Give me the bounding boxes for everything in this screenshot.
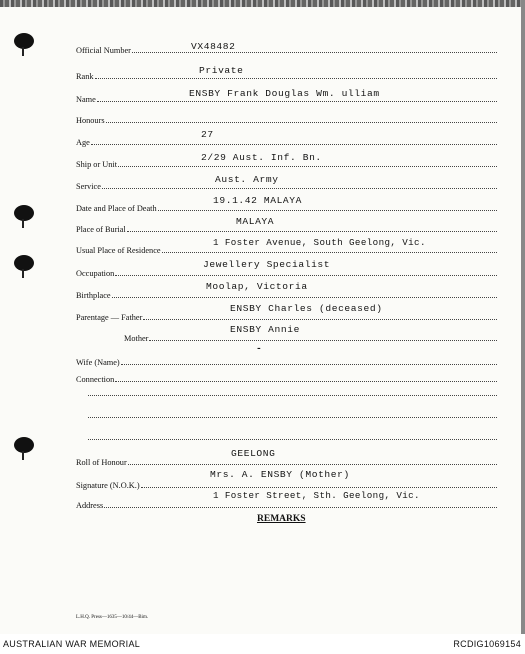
value-official-number: VX48482 — [191, 41, 236, 52]
label-signature: Signature (N.O.K.) — [76, 481, 140, 490]
label-mother: Mother — [124, 334, 149, 343]
label-name: Name — [76, 95, 96, 104]
label-occupation: Occupation — [76, 269, 115, 278]
footer-institution: AUSTRALIAN WAR MEMORIAL — [3, 639, 141, 649]
value-usual-residence: 1 Foster Avenue, South Geelong, Vic. — [213, 237, 426, 248]
scan-right-edge — [521, 0, 525, 634]
value-name: ENSBY Frank Douglas Wm. ulliam — [189, 88, 380, 99]
label-rank: Rank — [76, 72, 94, 81]
value-signature: Mrs. A. ENSBY (Mother) — [210, 469, 350, 480]
row-rank — [76, 67, 497, 81]
label-connection: Connection — [76, 375, 115, 384]
connection-line — [88, 439, 497, 440]
label-roll-of-honour: Roll of Honour — [76, 458, 127, 467]
form-reference: L.H.Q. Press—1635—10/44—Bim. — [76, 615, 149, 620]
value-ship-or-unit: 2/29 Aust. Inf. Bn. — [201, 152, 322, 163]
label-service: Service — [76, 182, 101, 191]
label-ship-or-unit: Ship or Unit — [76, 160, 118, 169]
label-honours: Honours — [76, 116, 105, 125]
label-usual-residence: Usual Place of Residence — [76, 246, 161, 255]
value-birthplace: Moolap, Victoria — [206, 281, 308, 292]
value-wife: - — [256, 343, 263, 354]
row-mother — [124, 329, 497, 343]
value-parentage-father: ENSBY Charles (deceased) — [230, 303, 383, 314]
row-official-number — [76, 41, 497, 55]
scan-top-edge — [0, 0, 525, 7]
row-place-burial — [76, 220, 497, 234]
label-birthplace: Birthplace — [76, 291, 111, 300]
punch-hole-icon — [14, 33, 34, 49]
row-connection — [76, 370, 497, 384]
punch-hole-icon — [14, 437, 34, 453]
label-date-place-death: Date and Place of Death — [76, 204, 157, 213]
row-roll-of-honour — [76, 453, 497, 467]
punch-hole-icon — [14, 255, 34, 271]
connection-line — [88, 417, 497, 418]
label-wife: Wife (Name) — [76, 358, 120, 367]
label-place-burial: Place of Burial — [76, 225, 126, 234]
value-age: 27 — [201, 129, 214, 140]
value-date-place-death: 19.1.42 MALAYA — [213, 195, 303, 206]
label-age: Age — [76, 138, 90, 147]
row-service — [76, 177, 497, 191]
value-occupation: Jewellery Specialist — [203, 259, 331, 270]
row-wife — [76, 353, 497, 367]
row-honours — [76, 111, 497, 125]
value-roll-of-honour: GEELONG — [231, 448, 276, 459]
footer-record-id: RCDIG1069154 — [453, 639, 521, 649]
value-place-burial: MALAYA — [236, 216, 275, 227]
connection-line — [88, 395, 497, 396]
label-official-number: Official Number — [76, 46, 131, 55]
value-rank: Private — [199, 65, 244, 76]
row-age — [76, 133, 497, 147]
value-mother: ENSBY Annie — [230, 324, 300, 335]
value-address: 1 Foster Street, Sth. Geelong, Vic. — [213, 490, 420, 501]
label-address: Address — [76, 501, 104, 510]
value-service: Aust. Army — [215, 174, 279, 185]
label-parentage-father: Parentage — Father — [76, 313, 143, 322]
remarks-heading: REMARKS — [257, 514, 306, 524]
punch-hole-icon — [14, 205, 34, 221]
